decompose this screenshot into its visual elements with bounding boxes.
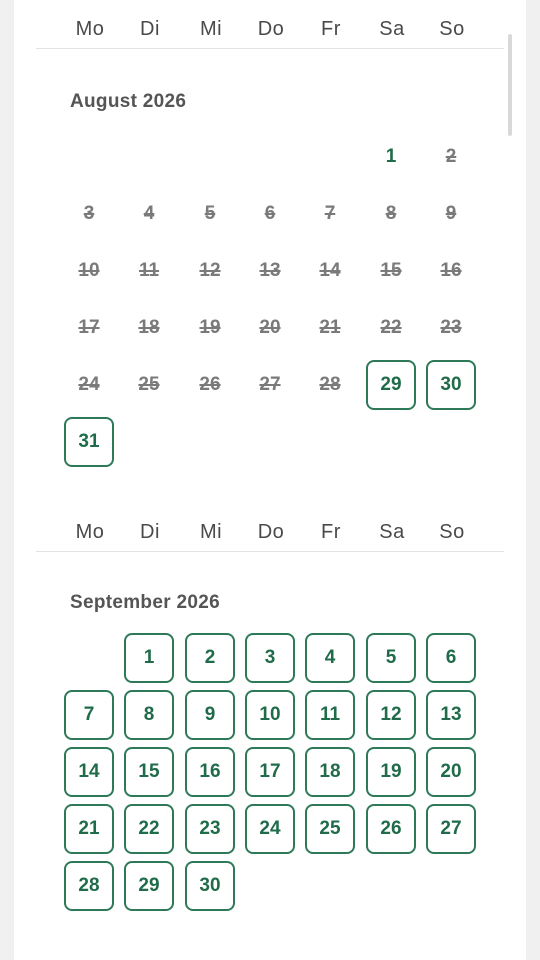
- day-cell: 3: [83, 203, 95, 224]
- day-cell: 4: [143, 203, 155, 224]
- day-cell: 2: [445, 146, 457, 167]
- day-button[interactable]: 3: [245, 633, 295, 683]
- weekday-label: Mi: [199, 18, 223, 40]
- day-button[interactable]: 19: [366, 747, 416, 797]
- day-button[interactable]: 27: [426, 804, 476, 854]
- day-cell: 23: [440, 317, 462, 338]
- day-button[interactable]: 29: [366, 360, 416, 410]
- day-button[interactable]: 14: [64, 747, 114, 797]
- day-button[interactable]: 17: [245, 747, 295, 797]
- weekday-label: Mo: [75, 18, 105, 40]
- weekday-label: So: [439, 18, 465, 40]
- day-cell: 17: [78, 317, 100, 338]
- weekday-label: Fr: [321, 521, 341, 543]
- weekday-label: So: [439, 521, 465, 543]
- day-cell: 18: [138, 317, 160, 338]
- weekday-label: Sa: [379, 521, 405, 543]
- day-button[interactable]: 20: [426, 747, 476, 797]
- day-cell: 8: [385, 203, 397, 224]
- day-cell: 24: [78, 374, 100, 395]
- day-button[interactable]: 15: [124, 747, 174, 797]
- day-cell: 5: [204, 203, 216, 224]
- day-button[interactable]: 24: [245, 804, 295, 854]
- day-button[interactable]: 28: [64, 861, 114, 911]
- day-button[interactable]: 4: [305, 633, 355, 683]
- weekday-header: [14, 521, 526, 570]
- calendar-panel: [14, 0, 526, 960]
- day-cell: 21: [319, 317, 341, 338]
- weekday-label: Mi: [199, 521, 223, 543]
- day-button[interactable]: 7: [64, 690, 114, 740]
- month-title: August 2026: [70, 91, 187, 112]
- divider: [36, 551, 504, 552]
- day-button[interactable]: 30: [426, 360, 476, 410]
- day-cell: 6: [264, 203, 276, 224]
- day-button[interactable]: 29: [124, 861, 174, 911]
- day-cell: 10: [78, 260, 100, 281]
- divider: [36, 48, 504, 49]
- day-button[interactable]: 31: [64, 417, 114, 467]
- day-button[interactable]: 10: [245, 690, 295, 740]
- day-button[interactable]: 5: [366, 633, 416, 683]
- day-cell: 27: [259, 374, 281, 395]
- day-button[interactable]: 11: [305, 690, 355, 740]
- day-button[interactable]: 21: [64, 804, 114, 854]
- day-button[interactable]: 2: [185, 633, 235, 683]
- day-cell: 13: [259, 260, 281, 281]
- day-button[interactable]: 25: [305, 804, 355, 854]
- day-button[interactable]: 1: [124, 633, 174, 683]
- day-button[interactable]: 18: [305, 747, 355, 797]
- weekday-label: Fr: [321, 18, 341, 40]
- day-cell: 12: [199, 260, 221, 281]
- day-cell: 7: [324, 203, 336, 224]
- day-button[interactable]: 30: [185, 861, 235, 911]
- weekday-label: Mo: [75, 521, 105, 543]
- weekday-label: Di: [140, 18, 160, 40]
- day-button[interactable]: 26: [366, 804, 416, 854]
- day-button[interactable]: 8: [124, 690, 174, 740]
- day-cell: 25: [138, 374, 160, 395]
- weekday-label: Sa: [379, 18, 405, 40]
- day-cell: 26: [199, 374, 221, 395]
- day-cell: 15: [380, 260, 402, 281]
- day-button[interactable]: 16: [185, 747, 235, 797]
- day-cell: 22: [380, 317, 402, 338]
- day-cell: 9: [445, 203, 457, 224]
- weekday-header: [14, 18, 526, 67]
- day-cell: 20: [259, 317, 281, 338]
- day-cell: 16: [440, 260, 462, 281]
- weekday-label: Do: [257, 18, 285, 40]
- day-button[interactable]: 9: [185, 690, 235, 740]
- weekday-label: Do: [257, 521, 285, 543]
- weekday-label: Di: [140, 521, 160, 543]
- day-cell: 11: [138, 260, 160, 281]
- day-cell: 14: [319, 260, 341, 281]
- day-button[interactable]: 22: [124, 804, 174, 854]
- day-cell: 28: [319, 374, 341, 395]
- month-title: September 2026: [70, 592, 220, 613]
- day-button[interactable]: 23: [185, 804, 235, 854]
- day-button[interactable]: 13: [426, 690, 476, 740]
- day-cell: 19: [199, 317, 221, 338]
- day-button[interactable]: 6: [426, 633, 476, 683]
- day-cell[interactable]: 1: [385, 146, 397, 167]
- day-button[interactable]: 12: [366, 690, 416, 740]
